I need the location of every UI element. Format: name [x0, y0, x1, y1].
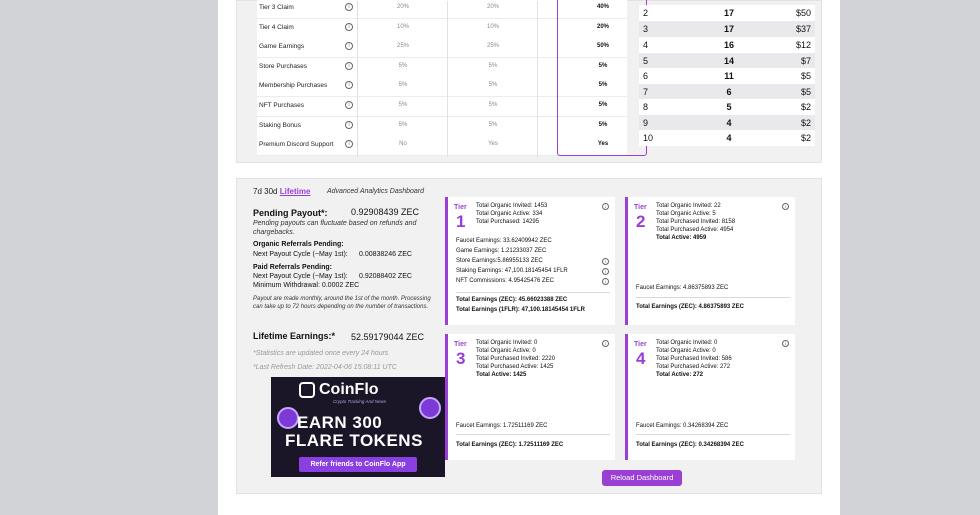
cell: No [399, 141, 407, 147]
info-icon[interactable]: i [345, 140, 353, 148]
row-label: Membership Purchases [259, 82, 328, 89]
pending-payout-label: Pending Payout*: [253, 208, 328, 218]
earnings-line: NFT Commissions: 4.95425476 ZEC [456, 278, 554, 284]
info-icon[interactable]: i [602, 268, 609, 275]
tier-stat: Total Organic Invited: 1453 [476, 203, 548, 209]
highlighted-plan-column [557, 0, 647, 156]
total-earnings: Total Earnings (1FLR): 47,100.18145454 1FLR [456, 307, 585, 313]
cell: 5% [598, 122, 608, 128]
cell: 25% [486, 43, 499, 49]
paid-next-value: 0.92088402 ZEC [359, 273, 412, 280]
leaderboard-row [639, 5, 815, 21]
earnings-line: Faucet Earnings: 1.72511169 ZEC [456, 423, 548, 429]
cell: 40% [596, 4, 609, 10]
reload-dashboard-button[interactable]: Reload Dashboard [602, 470, 682, 486]
tier-stat: Total Organic Active: 334 [476, 211, 543, 217]
tier-number: 1 [456, 212, 466, 231]
cell: 5% [398, 63, 408, 69]
row-label: Store Purchases [259, 63, 308, 70]
cell: 10% [396, 24, 409, 30]
banner-tagline: Crypto Tracking And News [333, 399, 387, 404]
cell: 5% [488, 82, 498, 88]
period-30d-link[interactable]: 30d [264, 187, 278, 196]
tier-stat: Total Organic Active: 0 [476, 348, 536, 354]
divider [456, 292, 610, 293]
tier-label: Tier [454, 341, 467, 348]
cell: 10% [486, 24, 499, 30]
tier-label: Tier [634, 341, 647, 348]
tier-stat: Total Organic Active: 0 [656, 348, 716, 354]
prize: $2 [800, 133, 811, 143]
organic-next-label: Next Payout Cycle (~May 1st): [253, 251, 348, 258]
count: 14 [723, 56, 734, 66]
divider [456, 434, 610, 435]
banner-headline: FLARE TOKENS [285, 431, 423, 450]
count: 4 [726, 118, 732, 128]
tier-stat: Total Purchased Active: 4954 [656, 227, 734, 233]
cell: 5% [598, 82, 608, 88]
pending-payout-value: 0.92908439 ZEC [351, 207, 420, 217]
tier-2-card [625, 197, 795, 325]
cell: 20% [486, 4, 499, 10]
tier-stat: Total Active: 1425 [476, 372, 527, 378]
organic-pending-label: Organic Referrals Pending: [253, 241, 344, 248]
leaderboard-row [639, 53, 815, 69]
last-refresh-note: *Last Refresh Date: 2022-04-06 15:08:11 UTC [253, 364, 397, 371]
info-icon[interactable]: i [602, 258, 609, 265]
info-icon[interactable]: i [602, 278, 609, 285]
leaderboard-row [639, 84, 815, 100]
paid-pending-label: Paid Referrals Pending: [253, 264, 332, 271]
leaderboard-row [639, 68, 815, 84]
tier-number: 4 [636, 349, 646, 368]
cell: 5% [398, 102, 408, 108]
divider [636, 434, 790, 435]
banner-headline: EARN 300 [297, 413, 383, 432]
divider [636, 297, 790, 298]
membership-panel [236, 0, 822, 163]
paid-next-label: Next Payout Cycle (~May 1st): [253, 273, 348, 280]
coinflo-logo-icon [299, 382, 315, 398]
tier-stat: Total Purchased Active: 272 [656, 364, 731, 370]
row-label: Tier 4 Claim [259, 24, 294, 31]
row-label: NFT Purchases [259, 102, 305, 109]
count: 16 [723, 40, 734, 50]
rank: 7 [643, 87, 649, 97]
info-icon[interactable]: i [602, 340, 609, 347]
prize: $2 [800, 102, 811, 112]
count: 6 [726, 87, 732, 97]
earnings-line: Faucet Earnings: 0.34268394 ZEC [636, 423, 729, 429]
rank: 5 [643, 56, 649, 66]
tier-stat: Total Organic Active: 5 [656, 211, 716, 217]
total-earnings: Total Earnings (ZEC): 4.86375893 ZEC [636, 304, 744, 310]
info-icon[interactable]: i [345, 42, 353, 50]
cell: 5% [398, 82, 408, 88]
period-7d-link[interactable]: 7d [253, 187, 262, 196]
rank: 10 [643, 133, 654, 143]
info-icon[interactable]: i [345, 3, 353, 11]
tier-1-card [445, 197, 615, 325]
column-divider [447, 1, 448, 157]
column-divider [357, 1, 358, 157]
row-label: Game Earnings [259, 43, 305, 50]
tier-number: 2 [636, 212, 646, 231]
count: 17 [723, 8, 734, 18]
tier-stat: Total Organic Invited: 0 [656, 340, 718, 346]
lifetime-earnings-value: 52.59179044 ZEC [351, 332, 425, 342]
tier-stat: Total Active: 272 [656, 372, 704, 378]
prize: $7 [800, 56, 811, 66]
total-earnings: Total Earnings (ZEC): 45.66023388 ZEC [456, 297, 568, 303]
info-icon[interactable]: i [345, 121, 353, 129]
minimum-withdrawal: Minimum Withdrawal: 0.0002 ZEC [253, 282, 360, 289]
prize: $50 [795, 8, 811, 18]
tier-stat: Total Purchased Active: 1425 [476, 364, 554, 370]
earnings-summary [253, 187, 433, 371]
coinflo-promo-banner[interactable] [271, 377, 445, 477]
period-lifetime-link[interactable]: Lifetime [279, 187, 311, 196]
tier-3-card [445, 334, 615, 460]
organic-next-value: 0.00838246 ZEC [359, 251, 412, 258]
cell: 5% [598, 102, 608, 108]
info-icon[interactable]: i [782, 203, 789, 210]
cell: Yes [488, 141, 498, 147]
prize: $12 [795, 40, 811, 50]
info-icon[interactable]: i [602, 203, 609, 210]
earnings-line: Faucet Earnings: 33.62409942 ZEC [456, 238, 552, 244]
row-label: Tier 3 Claim [259, 4, 294, 11]
tier-stat: Total Purchased Invited: 8158 [656, 219, 736, 225]
rank: 9 [643, 118, 649, 128]
row-label: Premium Discord Support [259, 141, 334, 148]
count: 5 [726, 102, 732, 112]
row-label: Staking Bonus [259, 122, 301, 129]
cell: 5% [488, 102, 498, 108]
prize: $5 [800, 71, 811, 81]
rank: 4 [643, 40, 649, 50]
prize: $5 [800, 87, 811, 97]
cell: 5% [598, 63, 608, 69]
info-icon[interactable]: i [345, 101, 353, 109]
tier-number: 3 [456, 349, 466, 368]
cell: 5% [488, 63, 498, 69]
payout-schedule-note: Payout are made monthly, around the 1st of the month. Processing can take up to 72 hours depending on the number of transactions. [253, 296, 431, 310]
leaderboard-row [639, 99, 815, 115]
leaderboard-row [639, 37, 815, 53]
rank: 3 [643, 24, 649, 34]
tier-4-card [625, 334, 795, 460]
tier-stat: Total Organic Invited: 0 [476, 340, 538, 346]
tier-label: Tier [634, 204, 647, 211]
page [218, 0, 840, 515]
count: 4 [726, 133, 732, 143]
earnings-line: Faucet Earnings: 4.86375893 ZEC [636, 285, 729, 291]
total-earnings: Total Earnings (ZEC): 1.72511169 ZEC [456, 442, 564, 448]
info-icon[interactable]: i [782, 340, 789, 347]
earnings-line: Staking Earnings: 47,100.18145454 1FLR [456, 268, 568, 274]
update-frequency-note: *Statistics are updated once every 24 hours [253, 350, 389, 357]
cell: 50% [596, 43, 609, 49]
banner-cta-button[interactable]: Refer friends to CoinFlo App [299, 457, 417, 472]
info-icon[interactable]: i [345, 81, 353, 89]
tier-stat: Total Purchased Invited: 586 [656, 356, 732, 362]
flare-coin-icon [419, 397, 441, 419]
rank: 8 [643, 102, 649, 112]
tier-stat: Total Active: 4959 [656, 235, 707, 241]
banner-brand: CoinFlo [319, 381, 379, 398]
cell: Yes [597, 141, 609, 147]
leaderboard-row [639, 130, 815, 146]
count: 17 [723, 24, 734, 34]
total-earnings: Total Earnings (ZEC): 0.34268394 ZEC [636, 442, 744, 448]
count: 11 [724, 71, 734, 81]
tier-stat: Total Purchased: 14295 [476, 219, 540, 225]
cell: 5% [398, 122, 408, 128]
referral-dashboard-panel [236, 178, 822, 494]
info-icon[interactable]: i [345, 62, 353, 70]
flare-coin-icon [277, 407, 299, 429]
cell: 5% [488, 122, 498, 128]
prize: $2 [800, 118, 811, 128]
leaderboard-row [639, 115, 815, 131]
cell: 25% [396, 43, 409, 49]
earnings-line: Store Earnings:5.86955133 ZEC [456, 258, 543, 264]
tier-stat: Total Organic Invited: 22 [656, 203, 721, 209]
column-divider [537, 1, 538, 157]
info-icon[interactable]: i [345, 23, 353, 31]
rank: 2 [643, 8, 649, 18]
leaderboard-row [639, 21, 815, 37]
pending-payout-note: Pending payouts can fluctuate based on refunds and chargebacks. [253, 220, 417, 236]
lifetime-earnings-label: Lifetime Earnings:* [253, 331, 336, 341]
cell: 20% [596, 24, 609, 30]
cell: 20% [396, 4, 409, 10]
tier-label: Tier [454, 204, 467, 211]
prize: $37 [795, 24, 811, 34]
earnings-line: Game Earnings: 1.21233037 ZEC [456, 248, 547, 254]
advanced-analytics-title[interactable]: Advanced Analytics Dashboard [327, 188, 425, 195]
tier-stat: Total Purchased Invited: 2220 [476, 356, 556, 362]
rank: 6 [643, 71, 649, 81]
